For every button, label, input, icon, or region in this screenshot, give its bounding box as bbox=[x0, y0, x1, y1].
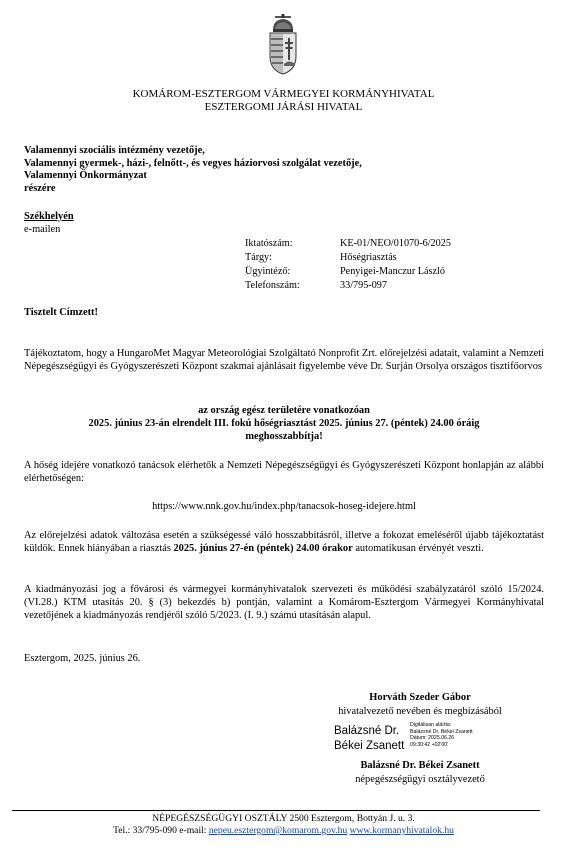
footer-email-link[interactable]: nepeu.esztergom@komarom.gov.hu bbox=[208, 825, 348, 836]
meta-value: Hőségriasztás bbox=[340, 252, 397, 263]
delivery-place: Székhelyén bbox=[24, 211, 74, 222]
signatory-name: Balázsné Dr. Békei Zsanett bbox=[360, 760, 480, 771]
agency-name: KOMÁROM-ESZTERGOM VÁRMEGYEI KORMÁNYHIVATAL bbox=[132, 88, 435, 100]
meta-label: Ügyintéző: bbox=[245, 266, 291, 277]
footer-website-link[interactable]: www.kormanyhivatalok.hu bbox=[349, 825, 454, 836]
extension-text-end: automatikusan érvényét veszti. bbox=[352, 543, 484, 554]
meta-label: Tárgy: bbox=[245, 252, 272, 263]
announcement-line: 2025. június 23-án elrendelt III. fokú hőségriasztást 2025. június 27. (péntek) 24.00 óráig bbox=[88, 418, 480, 429]
meta-value: 33/795-097 bbox=[340, 280, 387, 291]
meta-value: Penyigei-Manczur László bbox=[340, 266, 445, 277]
authority-paragraph: A kiadmányozási jog a fővárosi és vármegyei kormányhivatalok szervezeti és működési szabályzatáról szóló 15/2024. (VI.28.) KTM utasítás 20. § (3) bekezdés b) pontján, valamint a Komárom-Esztergom Vármegyei Kormányhivatal vezetőjének a kiadmányozás rendjéről szóló 5/2023. (I. 9.) számú utasításán alapul. bbox=[24, 584, 544, 621]
expiry-datetime: 2025. június 27-én (péntek) 24.00 órakor bbox=[173, 543, 353, 554]
meta-value: KE-01/NEO/01070-6/2025 bbox=[340, 238, 451, 249]
extension-paragraph bbox=[24, 529, 544, 555]
office-name: ESZTERGOMI JÁRÁSI HIVATAL bbox=[204, 101, 363, 113]
place-date: Esztergom, 2025. június 26. bbox=[24, 653, 141, 664]
digital-signer-name-line1: Balázsné Dr. bbox=[334, 725, 400, 737]
digital-info-line: 09:30:42 +02'00' bbox=[410, 741, 449, 748]
footer-divider bbox=[12, 810, 540, 811]
advice-paragraph: A hőség idejére vonatkozó tanácsok elérhetők a Nemzeti Népegészségügyi és Gyógyszerészeti Központ honlapján az alábbi elérhetőségen: bbox=[24, 460, 544, 484]
footer-address: NÉPEGÉSZSÉGÜGYI OSZTÁLY 2500 Esztergom, Bottyán J. u. 3. bbox=[152, 813, 415, 824]
intro-paragraph: Tájékoztatom, hogy a HungaroMet Magyar Meteorológiai Szolgáltató Nonprofit Zrt. előrejelzési adatait, valamint a Nemzeti Népegészségügyi és Gyógyszerészeti Központ szakmai ajánlásait figyelembe véve Dr. Surján Orsolya országos tisztifőorvos bbox=[24, 348, 544, 372]
signatory-role: népegészségügyi osztályvezető bbox=[355, 774, 485, 785]
digital-signature bbox=[334, 722, 514, 754]
meta-label: Iktatószám: bbox=[245, 238, 293, 249]
digital-info-line: Balázsné Dr. Békei Zsanett bbox=[410, 728, 473, 735]
signatory-name: Horváth Szeder Gábor bbox=[369, 692, 471, 703]
delivery-method: e-mailen bbox=[24, 224, 61, 235]
digital-info-line: Dátum: 2025.06.26 bbox=[410, 735, 455, 742]
recipient-line: részére bbox=[24, 183, 56, 194]
digital-info-line: Digitálisan aláírta: bbox=[410, 722, 452, 728]
recipient-line: Valamennyi szociális intézmény vezetője, bbox=[24, 145, 205, 156]
recipient-line: Valamennyi Önkormányzat bbox=[24, 170, 147, 181]
extension-text: Az előrejelzési adatok változása esetén a szükségessé váló hosszabbításról, illetve a fokozat emeléséről újabb tájékoztatást küldök. Ennek hiányában a riasztás bbox=[24, 530, 544, 554]
coat-of-arms-crest bbox=[266, 14, 300, 76]
meta-label: Telefonszám: bbox=[245, 280, 300, 291]
advice-url[interactable]: https://www.nnk.gov.hu/index.php/tanacsok-hoseg-idejere.html bbox=[152, 501, 416, 512]
signatory-role: hivatalvezető nevében és megbízásából bbox=[338, 706, 502, 717]
footer-phone: Tel.: 33/795-090 e-mail: bbox=[113, 825, 209, 836]
digital-signer-name-line2: Békei Zsanett bbox=[334, 740, 405, 752]
announcement-line: az ország egész területére vonatkozóan bbox=[198, 405, 370, 416]
footer-contact bbox=[0, 825, 567, 837]
greeting: Tisztelt Címzett! bbox=[24, 307, 98, 318]
announcement-line: meghosszabbítja! bbox=[245, 431, 323, 442]
digital-signature-info bbox=[410, 722, 473, 748]
recipient-line: Valamennyi gyermek-, házi-, felnőtt-, és vegyes háziorvosi szolgálat vezetője, bbox=[24, 158, 362, 169]
